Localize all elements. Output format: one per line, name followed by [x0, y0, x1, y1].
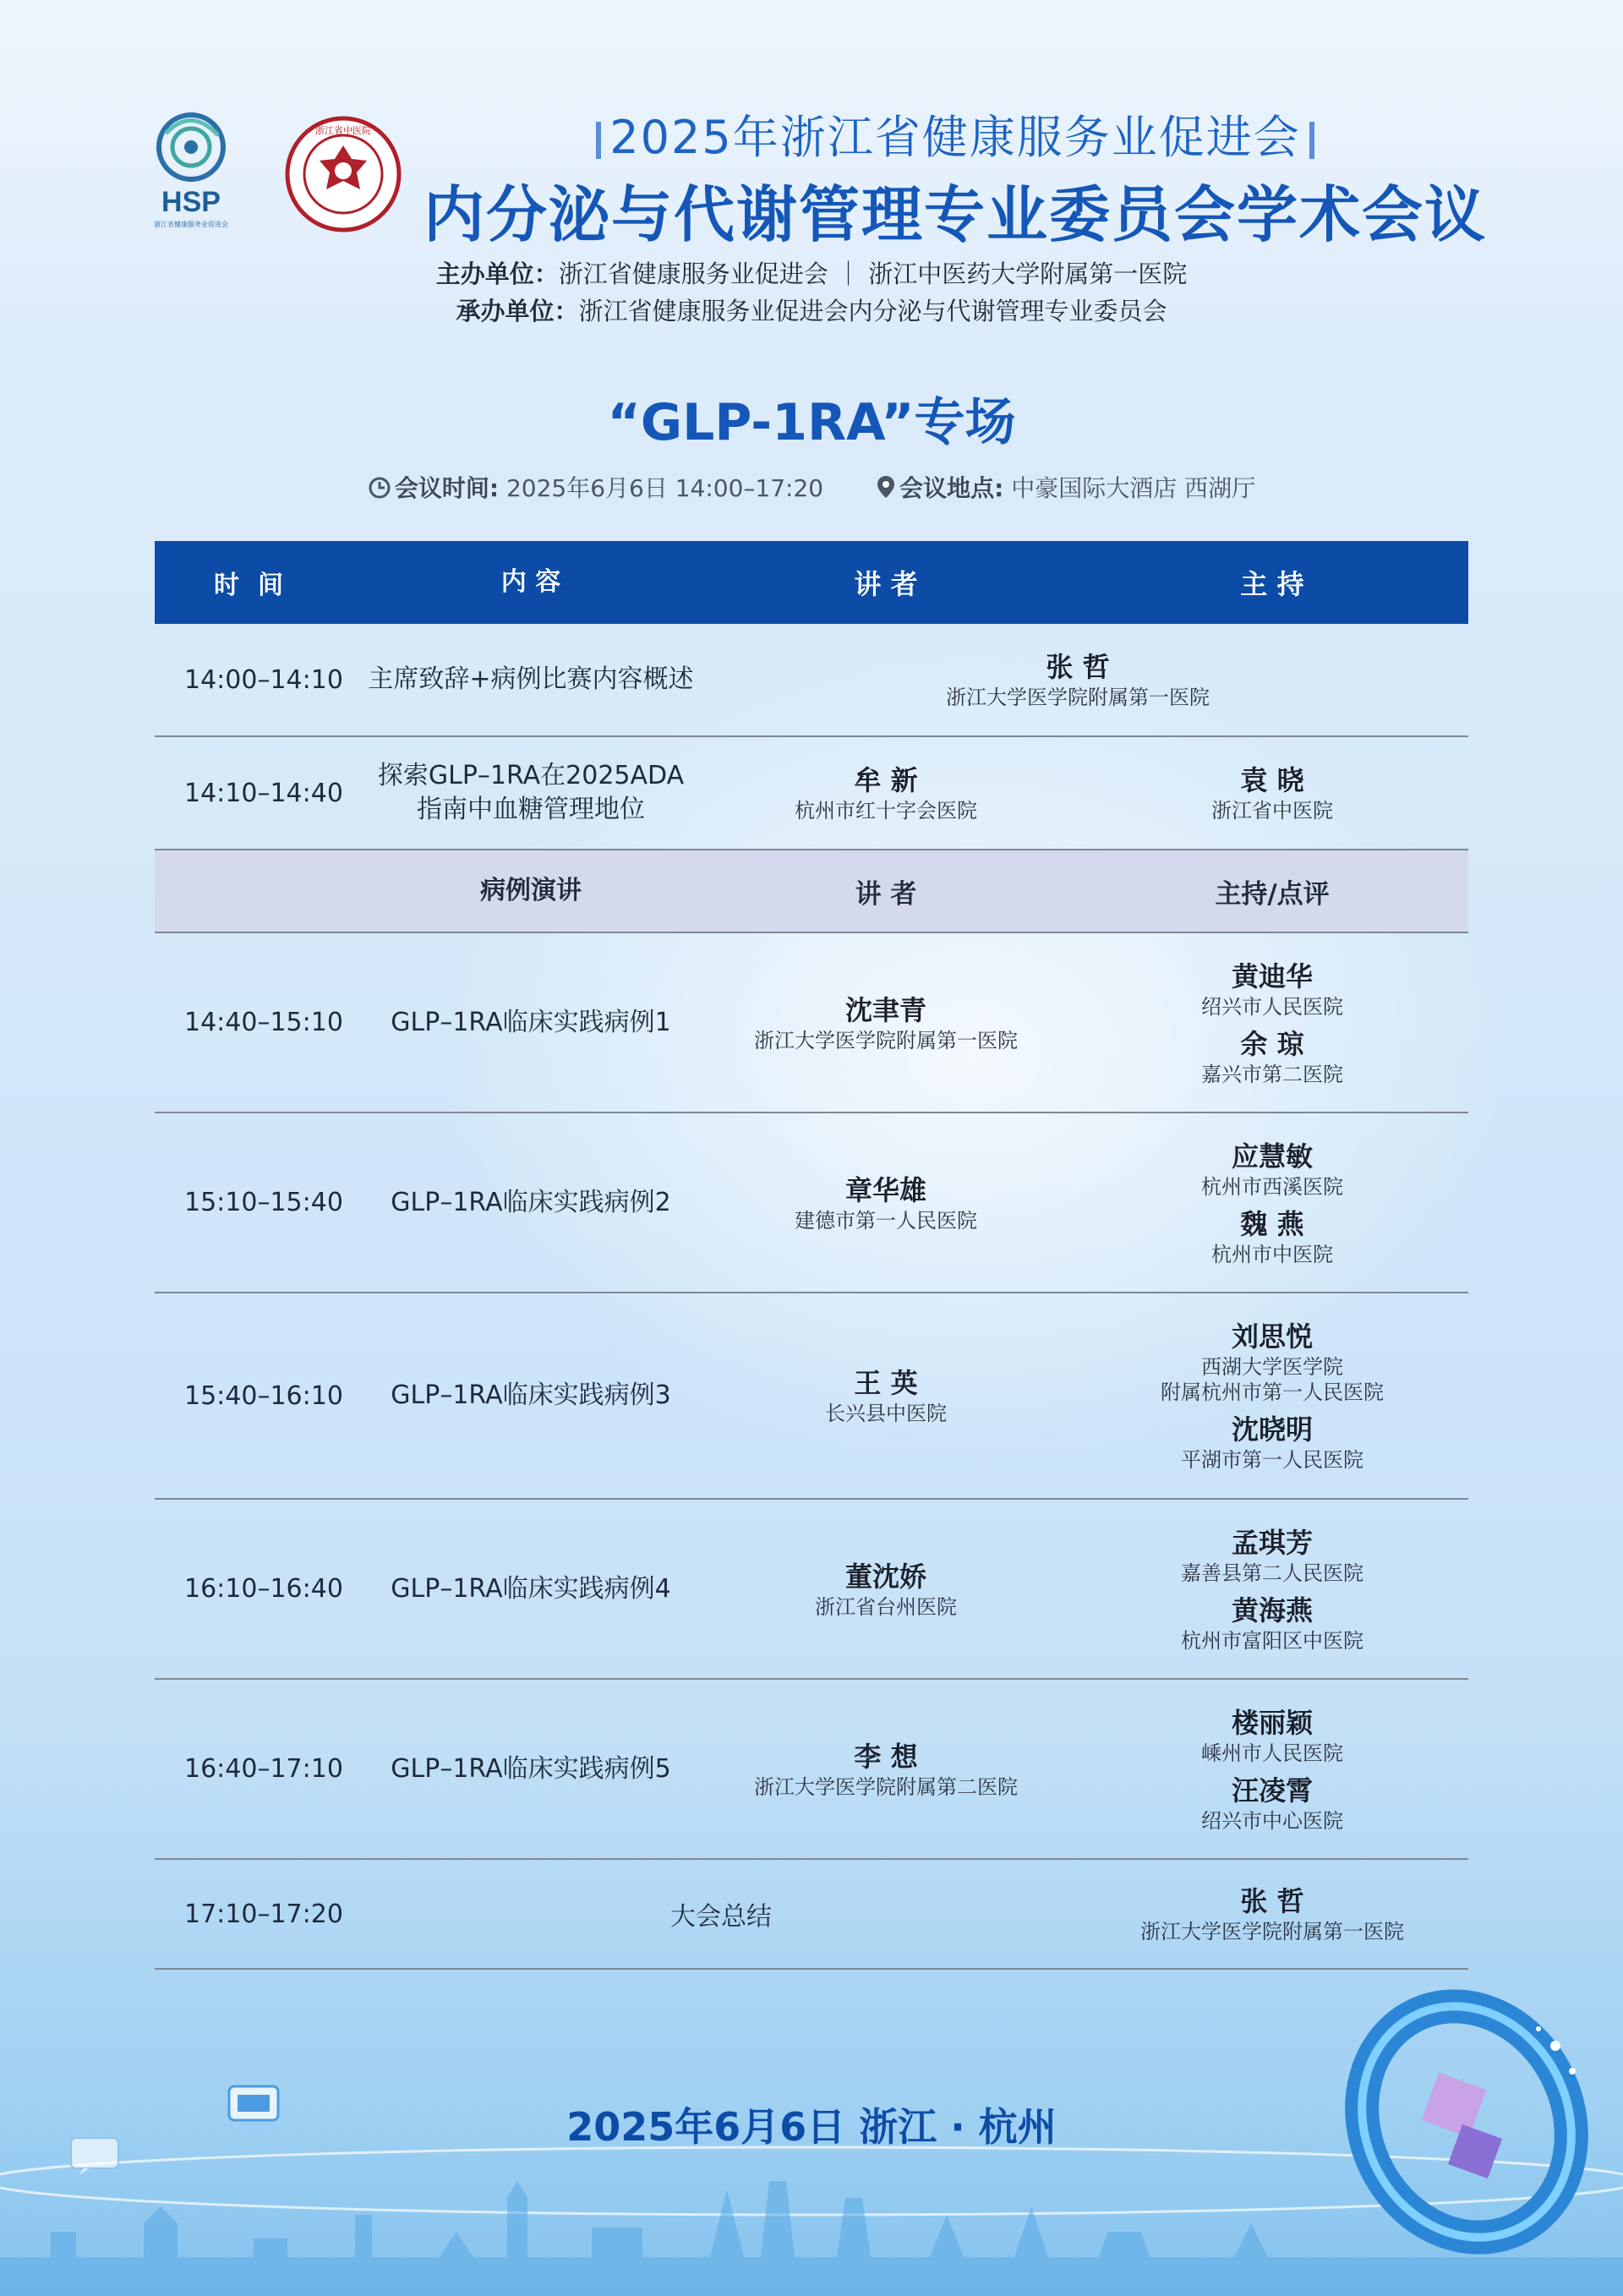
row-time: 15:10–15:40 — [184, 1188, 343, 1217]
case-section-header-row — [155, 850, 1468, 933]
row-time: 17:10–17:20 — [184, 1899, 343, 1929]
host-entry — [1076, 1705, 1468, 1766]
footer-date-location: 2025年6月6日 浙江 · 杭州 — [566, 2104, 1057, 2150]
row-time: 15:40–16:10 — [184, 1380, 343, 1411]
host-institution: 绍兴市中心医院 — [1201, 1808, 1343, 1833]
host-entry — [1076, 1773, 1468, 1834]
row-content: GLP–1RA临床实践病例1 — [391, 1007, 671, 1037]
hsp-logo — [150, 108, 235, 235]
title-bar-decoration — [596, 122, 601, 159]
host-organizer-line — [0, 292, 1623, 327]
table-row — [155, 1293, 1468, 1500]
table-header-row — [155, 541, 1468, 624]
row-content: GLP–1RA临床实践病例4 — [391, 1573, 671, 1604]
speaker-name: 牟 新 — [854, 764, 918, 796]
person-name: 张 哲 — [1046, 651, 1110, 683]
table-row — [155, 1860, 1468, 1970]
svg-text:HSP: HSP — [161, 186, 221, 218]
host-institution: 杭州市西溪医院 — [1201, 1174, 1343, 1199]
speaker-name: 沈聿青 — [844, 993, 926, 1026]
row-content: GLP–1RA临床实践病例2 — [391, 1187, 671, 1217]
row-host — [1076, 1883, 1468, 1944]
row-hosts — [1076, 959, 1468, 1087]
time-value: 2025年6月6日 14:00–17:20 — [505, 474, 824, 502]
row-speaker-host-merged — [696, 649, 1460, 710]
row-speaker — [696, 992, 1076, 1053]
host-entry — [1076, 1026, 1468, 1087]
table-row — [155, 1680, 1468, 1860]
row-speaker — [696, 1365, 1076, 1426]
host-institution-line2: 附属杭州市第一人民医院 — [1161, 1380, 1384, 1404]
host-institution: 杭州市中医院 — [1211, 1242, 1333, 1266]
speaker-institution: 浙江大学医学院附属第二医院 — [754, 1774, 1018, 1799]
row-host — [1076, 763, 1468, 823]
host-name: 张 哲 — [1240, 1885, 1304, 1917]
organizer-value: 浙江省健康服务业促进会 ｜ 浙江中医药大学附属第一医院 — [558, 260, 1188, 288]
host-name: 沈晓明 — [1231, 1413, 1313, 1446]
organizer-label: 主办单位： — [435, 260, 559, 288]
host-name: 黄海燕 — [1231, 1594, 1313, 1626]
speaker-name: 李 想 — [854, 1740, 918, 1773]
meeting-meta — [0, 470, 1623, 504]
row-time: 16:40–17:10 — [184, 1754, 343, 1784]
host-institution: 杭州市富阳区中医院 — [1181, 1628, 1363, 1653]
header-host: 主 持 — [1240, 568, 1304, 600]
host-name: 魏 燕 — [1240, 1207, 1304, 1240]
conference-title-line1 — [423, 101, 1488, 167]
row-time: 14:00–14:10 — [184, 664, 343, 695]
organizer-line — [0, 255, 1623, 290]
time-label: 会议时间: — [394, 474, 500, 502]
table-row — [155, 1113, 1468, 1293]
clock-icon — [368, 476, 391, 500]
speaker-institution: 长兴县中医院 — [825, 1402, 947, 1425]
row-hosts — [1076, 1525, 1468, 1654]
speaker-institution: 建德市第一人民医院 — [795, 1208, 977, 1233]
svg-text:浙江省中医院: 浙江省中医院 — [315, 125, 371, 136]
row-time: 16:10–16:40 — [184, 1574, 343, 1604]
header-content: 内 容 — [500, 567, 561, 597]
row-hosts — [1076, 1705, 1468, 1834]
speaker-name: 董沈娇 — [844, 1560, 926, 1593]
host-institution: 嘉兴市第二医院 — [1201, 1062, 1343, 1086]
host-entry — [1076, 1525, 1468, 1586]
row-hosts — [1076, 1319, 1468, 1473]
host-name: 楼丽颖 — [1231, 1706, 1313, 1739]
host-name: 应慧敏 — [1231, 1140, 1313, 1173]
host-name: 袁 晓 — [1240, 764, 1304, 796]
speaker-name: 王 英 — [854, 1367, 918, 1399]
person-institution: 浙江大学医学院附属第一医院 — [946, 686, 1210, 709]
row-speaker — [696, 1173, 1076, 1233]
host-institution: 平湖市第一人民医院 — [1181, 1448, 1363, 1472]
host-institution: 浙江省中医院 — [1211, 799, 1333, 823]
speaker-institution: 杭州市红十字会医院 — [795, 799, 977, 823]
host-institution: 嵊州市人民医院 — [1201, 1741, 1343, 1765]
svg-text:浙江省健康服务业促进会: 浙江省健康服务业促进会 — [154, 221, 228, 228]
place-label: 会议地点: — [899, 474, 1004, 502]
host-institution: 西湖大学医学院 — [1201, 1355, 1343, 1379]
title-bar-decoration — [1309, 122, 1314, 159]
row-hosts — [1076, 1139, 1468, 1267]
row-content: 大会总结 — [670, 1902, 772, 1932]
row-content: GLP–1RA临床实践病例5 — [391, 1753, 671, 1784]
row-speaker — [696, 763, 1076, 823]
table-row — [155, 737, 1468, 850]
place-value: 中豪国际大酒店 西湖厅 — [1011, 474, 1256, 502]
host-value: 浙江省健康服务业促进会内分泌与代谢管理专业委员会 — [578, 297, 1167, 325]
location-pin-icon — [876, 474, 896, 500]
session-title: “GLP-1RA”专场 — [607, 393, 1016, 452]
row-content: 主席致辞+病例比赛内容概述 — [368, 664, 694, 694]
row-speaker — [696, 1559, 1076, 1620]
header-time: 时间 — [214, 571, 302, 600]
row-time: 14:10–14:40 — [184, 778, 343, 808]
host-entry — [1076, 1139, 1468, 1200]
table-row — [155, 933, 1468, 1113]
speaker-institution: 浙江省台州医院 — [815, 1594, 957, 1619]
host-entry — [1076, 959, 1468, 1020]
table-row — [155, 1500, 1468, 1680]
host-name: 余 琼 — [1240, 1027, 1304, 1060]
host-institution: 绍兴市人民医院 — [1201, 994, 1343, 1019]
conference-title-line2: 内分泌与代谢管理专业委员会学术会议 — [423, 179, 1487, 250]
title-line1-text: 2025年浙江省健康服务业促进会 — [609, 111, 1301, 164]
subheader-content: 病例演讲 — [480, 876, 582, 905]
subheader-speaker: 讲 者 — [855, 878, 917, 910]
table-row — [155, 624, 1468, 737]
host-name: 孟琪芳 — [1231, 1526, 1313, 1559]
speaker-name: 章华雄 — [844, 1173, 926, 1206]
host-entry — [1076, 1206, 1468, 1267]
host-entry — [1076, 1593, 1468, 1654]
host-label: 承办单位： — [456, 297, 579, 325]
schedule-table — [155, 541, 1468, 1970]
row-content: GLP–1RA临床实践病例3 — [391, 1380, 671, 1410]
host-name: 黄迪华 — [1231, 959, 1313, 992]
host-institution: 嘉善县第二人民医院 — [1181, 1561, 1363, 1585]
hospital-seal-logo — [284, 115, 402, 233]
header-speaker: 讲 者 — [854, 568, 918, 600]
host-institution: 浙江大学医学院附属第一医院 — [1140, 1920, 1404, 1943]
host-name: 刘思悦 — [1231, 1320, 1313, 1353]
subheader-host: 主持/点评 — [1215, 878, 1330, 910]
host-entry — [1076, 1319, 1468, 1405]
speaker-institution: 浙江大学医学院附属第一医院 — [754, 1028, 1018, 1052]
row-content: 探索GLP–1RA在2025ADA指南中血糖管理地位 — [377, 761, 685, 824]
host-entry — [1076, 1412, 1468, 1473]
host-name: 汪凌霄 — [1231, 1774, 1313, 1807]
row-speaker — [696, 1739, 1076, 1800]
row-time: 14:40–15:10 — [184, 1008, 343, 1037]
